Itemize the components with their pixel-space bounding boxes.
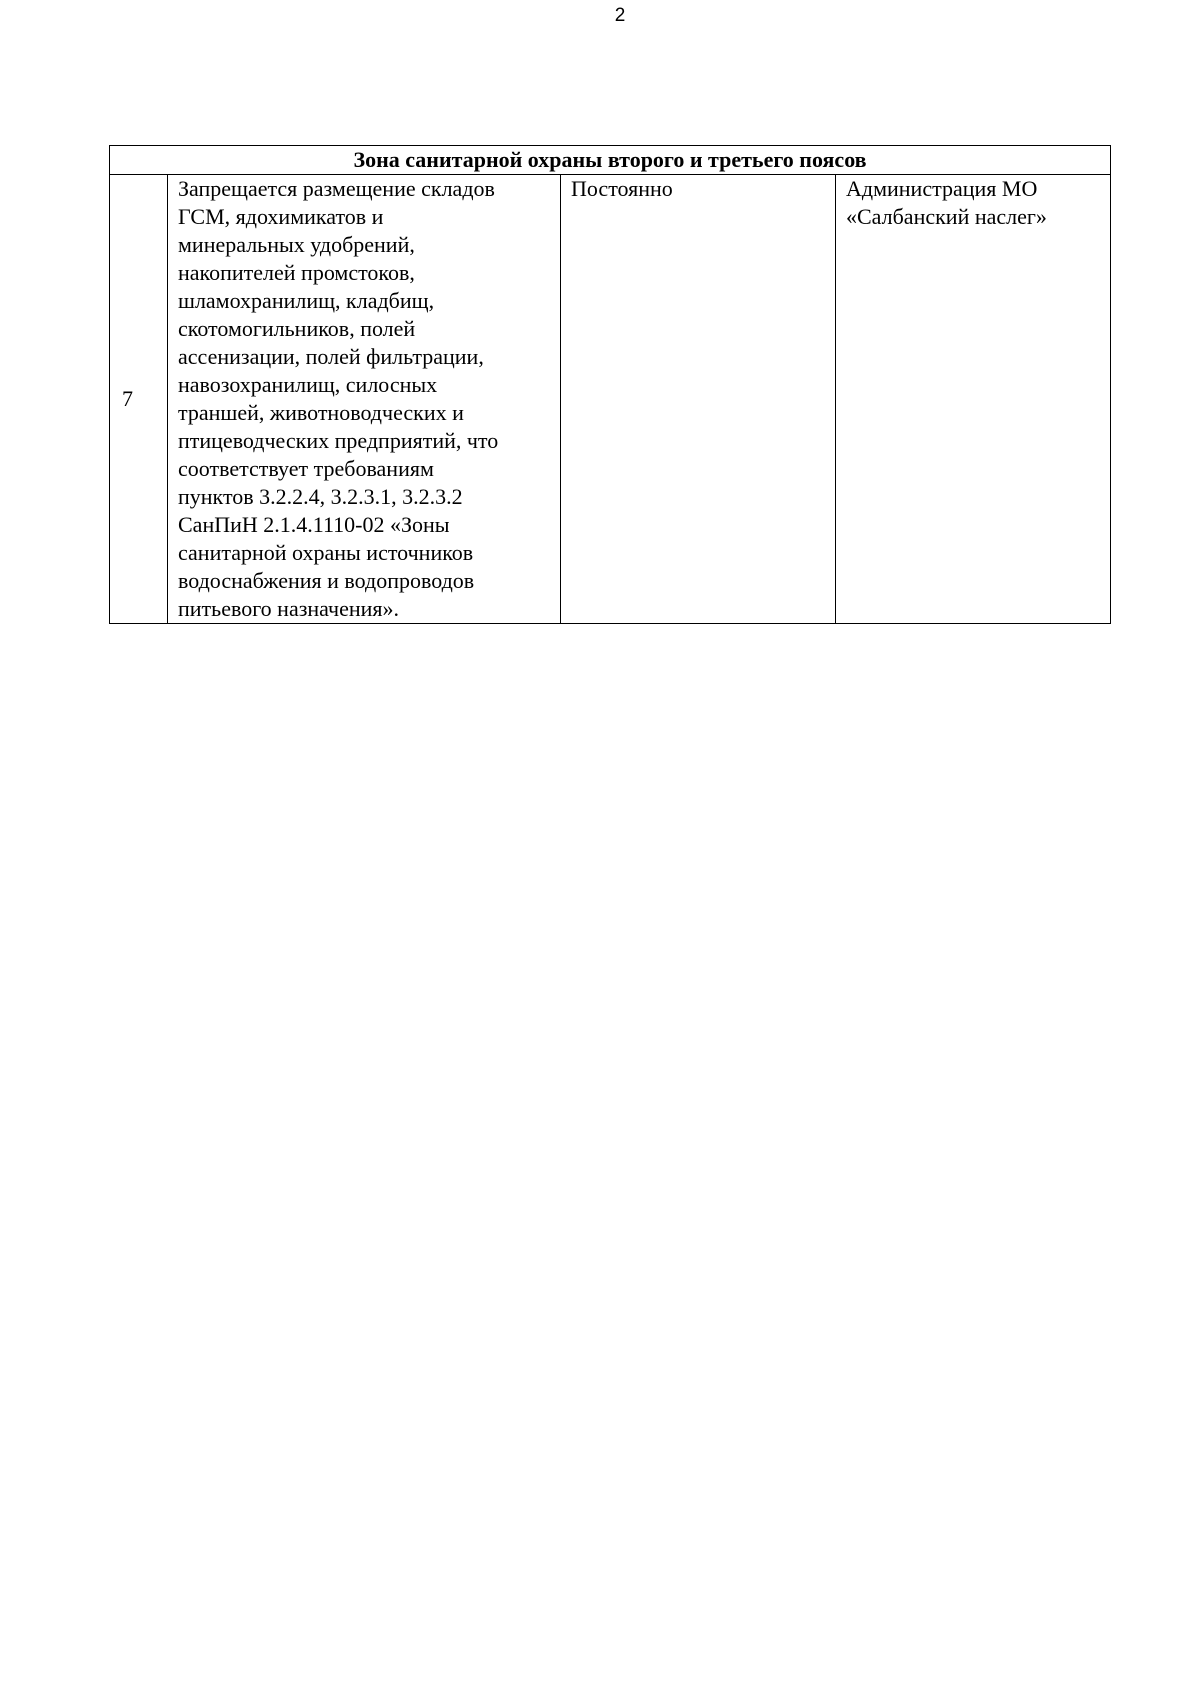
description-line: соответствует требованиям <box>178 456 434 481</box>
description-line: пунктов 3.2.2.4, 3.2.3.1, 3.2.3.2 <box>178 484 463 509</box>
description-line: санитарной охраны источников <box>178 540 474 565</box>
table-row <box>110 175 1111 624</box>
description-line: водоснабжения и водопроводов <box>178 568 475 593</box>
description-line: шламохранилищ, кладбищ, <box>178 288 435 313</box>
description-line: минеральных удобрений, <box>178 232 415 257</box>
description-line: СанПиН 2.1.4.1110-02 «Зоны <box>178 512 450 537</box>
restriction-description <box>168 175 561 624</box>
description-line: накопителей промстоков, <box>178 260 415 285</box>
term-text: Постоянно <box>571 176 673 201</box>
description-line: ГСМ, ядохимикатов и <box>178 204 384 229</box>
description-line: питьевого назначения». <box>178 596 400 621</box>
zone-header: Зона санитарной охраны второго и третьего поясов <box>110 146 1111 175</box>
description-line: птицеводческих предприятий, что <box>178 428 499 453</box>
description-line: навозохранилищ, силосных <box>178 372 438 397</box>
responsible-line: «Салбанский наслег» <box>846 204 1047 229</box>
description-line: Запрещается размещение складов <box>178 176 495 201</box>
description-line: ассенизации, полей фильтрации, <box>178 344 484 369</box>
description-line: траншей, животноводческих и <box>178 400 464 425</box>
description-line: скотомогильников, полей <box>178 316 416 341</box>
table-header-row <box>110 146 1111 175</box>
term-cell <box>561 175 836 624</box>
row-number: 7 <box>110 175 168 624</box>
responsible-line: Администрация МО <box>846 176 1038 201</box>
page-number: 2 <box>614 5 626 26</box>
sanitary-zone-table <box>109 145 1111 624</box>
responsible-cell <box>836 175 1111 624</box>
